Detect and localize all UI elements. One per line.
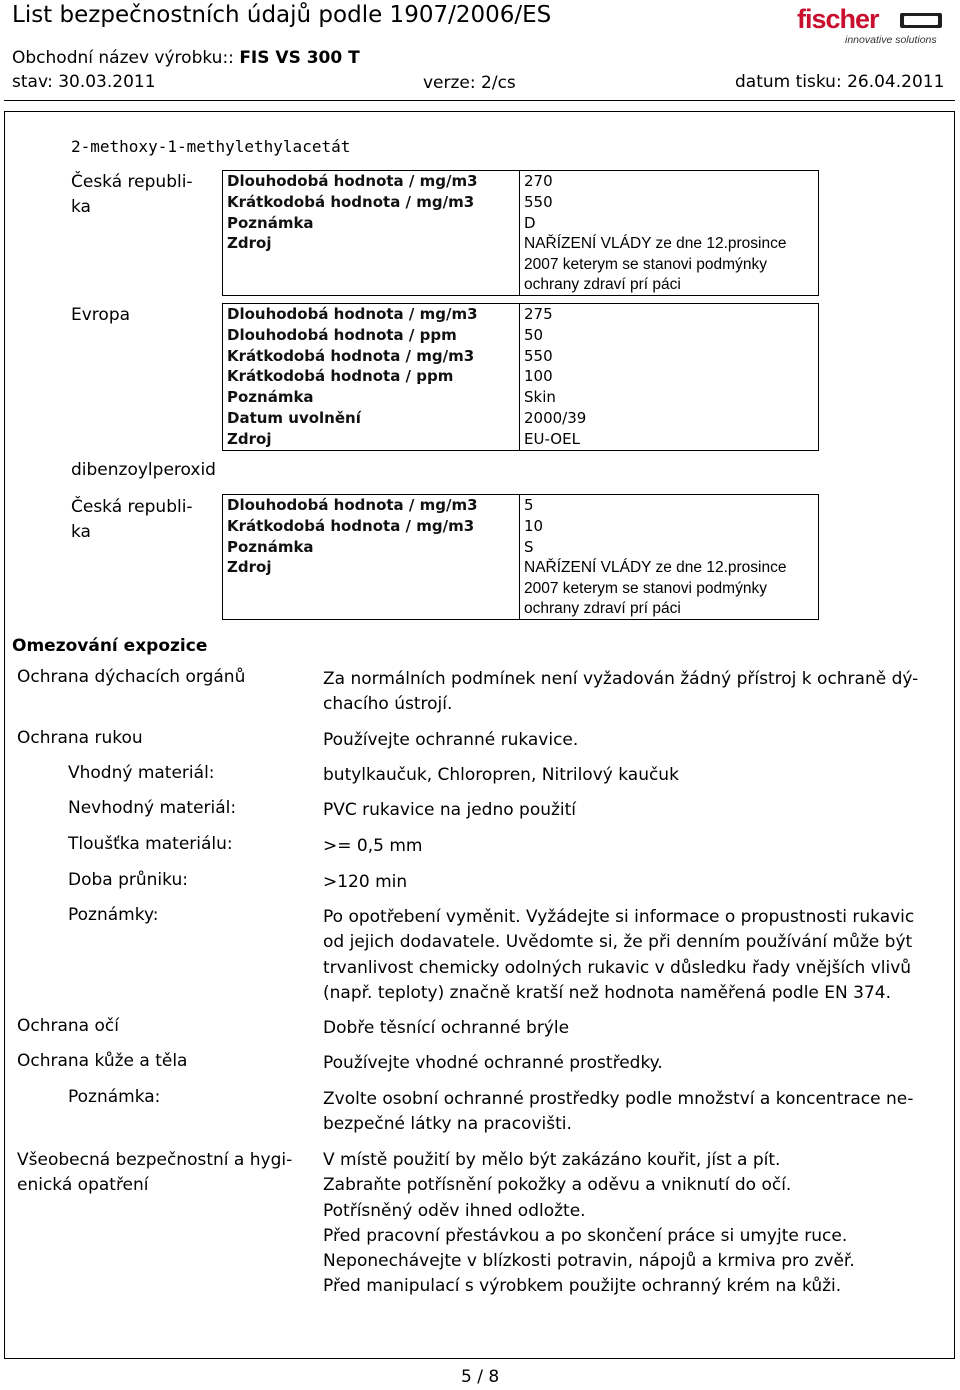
limit-label: Krátkodobá hodnota / mg/m3 xyxy=(227,346,475,365)
limit-value: 10 xyxy=(524,516,544,535)
general-hygiene-value: V místě použití by mělo být zakázáno kouřit, jíst a pít. Zabraňte potřísnění pokožky a oděvu a vniknutí do očí. Potřísněný oděv ihned odložte. Před pracovní přestávkou a po skončení práce si umyjte ruce. Neponechávejte v blízkosti potravin, nápojů a krmiva pro zvěř. Před manipulací s výrobkem použijte ochranný krém na kůži. xyxy=(323,1150,855,1297)
limit-value: 100 xyxy=(524,367,553,386)
suitable-material-label: Vhodný materiál: xyxy=(68,763,215,783)
note-value: Zvolte osobní ochranné prostředky podle množství a koncentrace ne- bezpečné látky na pracovišti. xyxy=(323,1089,914,1135)
thickness-value: >= 0,5 mm xyxy=(323,836,423,856)
logo-tagline: innovative solutions xyxy=(845,34,937,46)
exposure-heading: Omezování expozice xyxy=(12,636,208,656)
limit-label: Krátkodobá hodnota / mg/m3 xyxy=(227,192,475,211)
limit-value: NAŘÍZENÍ VLÁDY ze dne 12.prosince 2007 keterym se stanovi podmýnky ochrany zdraví prí páci xyxy=(524,559,787,617)
limit-label: Dlouhodobá hodnota / mg/m3 xyxy=(227,305,478,323)
limit-table xyxy=(222,170,819,296)
note-label: Poznámka: xyxy=(68,1087,161,1107)
breakthrough-label: Doba průniku: xyxy=(68,870,188,890)
limit-labels xyxy=(223,171,520,296)
limit-value: 270 xyxy=(524,172,553,190)
limit-label: Zdroj xyxy=(227,429,272,448)
general-hygiene-label: Všeobecná bezpečnostní a hygi- enická opatření xyxy=(17,1150,293,1196)
respiratory-label: Ochrana dýchacích orgánů xyxy=(17,667,246,687)
trade-name-value: FIS VS 300 T xyxy=(239,48,360,68)
limit-value: D xyxy=(524,213,536,232)
notes-label: Poznámky: xyxy=(68,905,159,925)
eye-value: Dobře těsnící ochranné brýle xyxy=(323,1018,570,1038)
limit-value: 275 xyxy=(524,305,553,323)
limit-label: Dlouhodobá hodnota / mg/m3 xyxy=(227,172,478,190)
substance-name: dibenzoylperoxid xyxy=(71,460,216,480)
limit-value: 550 xyxy=(524,192,553,211)
notes-value: Po opotřebení vyměnit. Vyžádejte si informace o propustnosti rukavic od jejich dodavatele. Uvědomte si, že při denním používání může být trvanlivost chemicky odolných rukavic v důsledku řady vnějších vlivů (např. teploty) značně kratší než hodnota naměřená podle EN 374. xyxy=(323,907,915,1003)
page-number: 5 / 8 xyxy=(461,1367,500,1387)
header-divider xyxy=(4,100,955,101)
country-label: Česká republi- ka xyxy=(71,497,193,542)
limit-label: Zdroj xyxy=(227,558,272,577)
limit-value: NAŘÍZENÍ VLÁDY ze dne 12.prosince 2007 keterym se stanovi podmýnky ochrany zdraví prí páci xyxy=(524,235,787,293)
limit-labels xyxy=(223,304,520,451)
breakthrough-value: >120 min xyxy=(323,872,408,892)
unsuitable-material-label: Nevhodný materiál: xyxy=(68,798,237,818)
respiratory-value: Za normálních podmínek není vyžadován žádný přístroj k ochraně dý- chacího ústrojí. xyxy=(323,669,919,715)
trade-name xyxy=(12,48,360,68)
logo-wordmark: fischer xyxy=(797,4,879,34)
limit-value: 50 xyxy=(524,325,544,344)
limit-values xyxy=(520,495,819,620)
limit-value: 2000/39 xyxy=(524,408,587,427)
limit-value: EU-OEL xyxy=(524,429,580,448)
limit-label: Dlouhodobá hodnota / ppm xyxy=(227,325,457,344)
limit-label: Datum uvolnění xyxy=(227,408,361,427)
limit-label: Dlouhodobá hodnota / mg/m3 xyxy=(227,496,478,514)
limit-labels xyxy=(223,495,520,620)
limit-value: Skin xyxy=(524,388,556,407)
limit-label: Poznámka xyxy=(227,537,314,556)
trade-name-label: Obchodní název výrobku:: xyxy=(12,48,234,68)
hand-label: Ochrana rukou xyxy=(17,728,143,748)
skin-label: Ochrana kůže a těla xyxy=(17,1051,188,1071)
country-label: Evropa xyxy=(71,305,131,325)
version: verze: 2/cs xyxy=(423,73,516,93)
thickness-label: Tloušťka materiálu: xyxy=(68,834,233,854)
suitable-material-value: butylkaučuk, Chloropren, Nitrilový kaučuk xyxy=(323,765,679,785)
limit-values xyxy=(520,304,819,451)
unsuitable-material-value: PVC rukavice na jedno použití xyxy=(323,800,577,820)
eye-label: Ochrana očí xyxy=(17,1016,119,1036)
fischer-logo xyxy=(797,4,945,44)
limit-label: Poznámka xyxy=(227,213,314,232)
limit-values xyxy=(520,171,819,296)
skin-value: Používejte vhodné ochranné prostředky. xyxy=(323,1053,663,1073)
country-label: Česká republi- ka xyxy=(71,172,193,217)
limit-label: Poznámka xyxy=(227,388,314,407)
print-date: datum tisku: 26.04.2011 xyxy=(735,72,945,92)
document-title: List bezpečnostních údajů podle 1907/2006/ES xyxy=(12,2,552,28)
limit-table xyxy=(222,494,819,620)
limit-value: 5 xyxy=(524,496,534,514)
limit-label: Krátkodobá hodnota / ppm xyxy=(227,367,454,386)
limit-label: Krátkodobá hodnota / mg/m3 xyxy=(227,516,475,535)
limit-value: 550 xyxy=(524,346,553,365)
status-date: stav: 30.03.2011 xyxy=(12,72,156,92)
limit-table xyxy=(222,303,819,451)
logo-badge-icon xyxy=(900,13,942,28)
limit-label: Zdroj xyxy=(227,234,272,253)
limit-value: S xyxy=(524,537,534,556)
hand-value: Používejte ochranné rukavice. xyxy=(323,730,579,750)
substance-name: 2-methoxy-1-methylethylacetát xyxy=(71,137,351,156)
